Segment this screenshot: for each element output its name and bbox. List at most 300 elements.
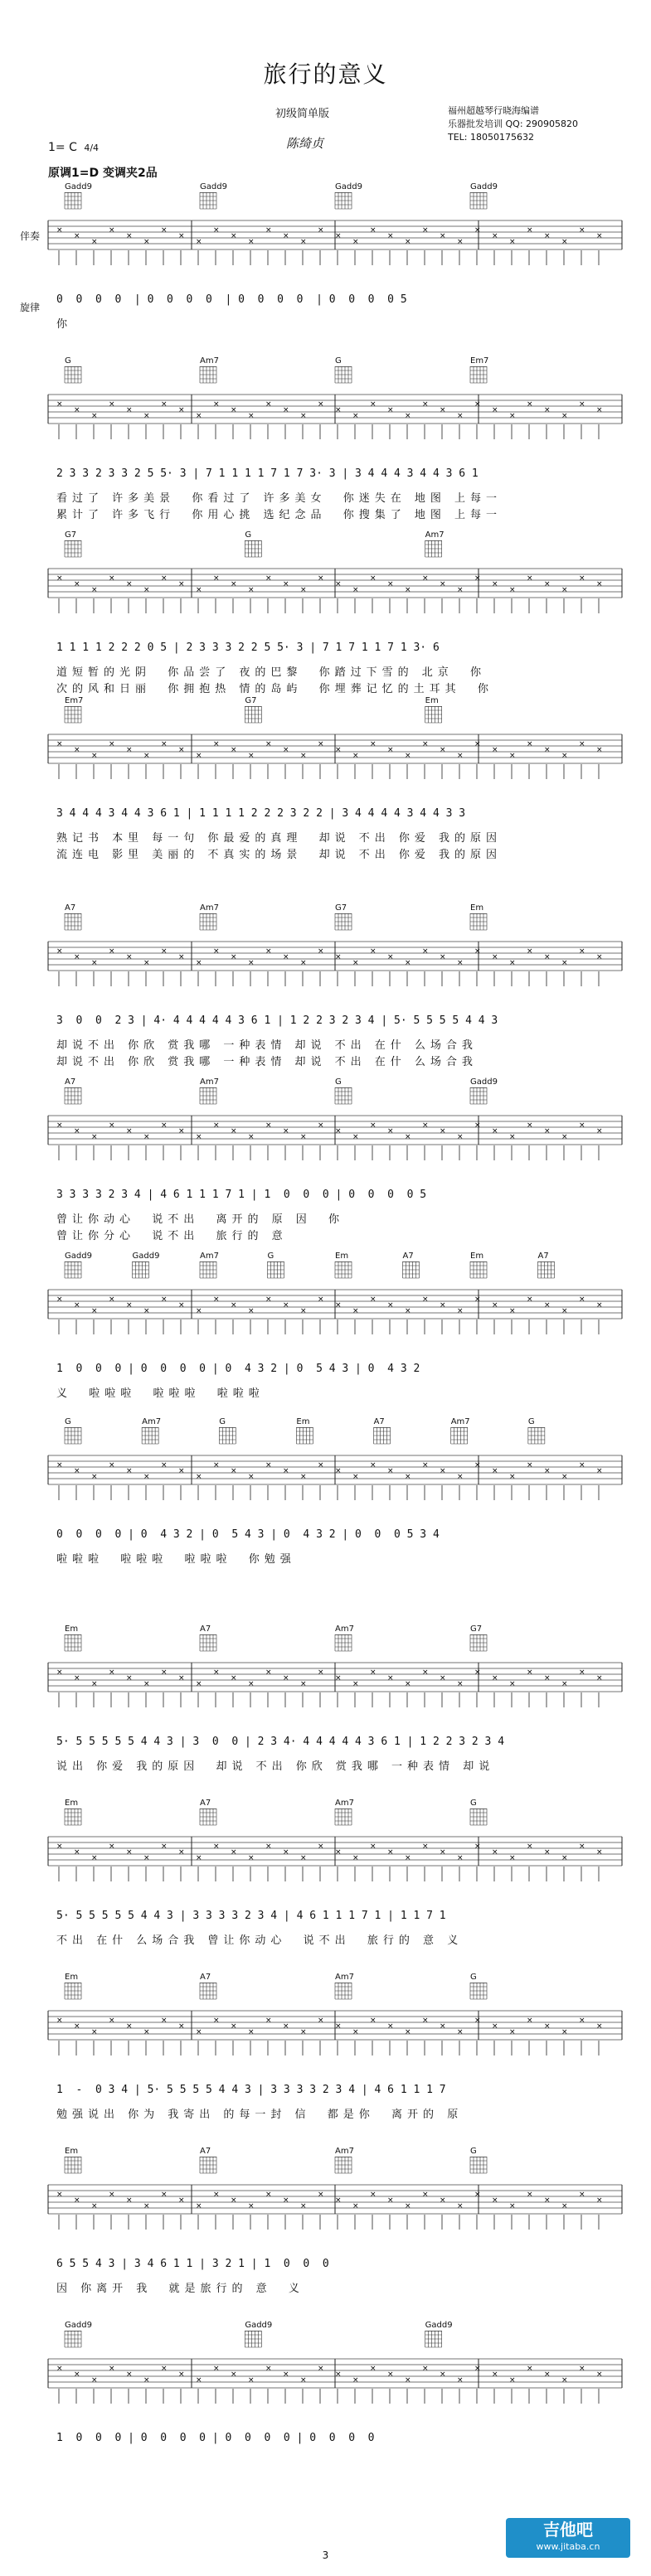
strum-mark: ×	[300, 586, 307, 594]
strum-mark: ×	[370, 2017, 377, 2025]
strum-mark: ×	[109, 947, 115, 956]
strum-mark: ×	[143, 586, 150, 594]
chord-diagram	[335, 1809, 352, 1825]
chord-name: Am7	[200, 903, 219, 913]
chord-diagram	[470, 1634, 487, 1651]
strum-mark: ×	[196, 586, 202, 594]
strum-mark: ×	[231, 953, 237, 961]
strum-mark: ×	[265, 947, 272, 956]
tab-staff	[0, 366, 651, 466]
strum-mark: ×	[161, 1295, 168, 1304]
strum-mark: ×	[387, 1467, 394, 1475]
strum-mark: ×	[544, 1301, 551, 1310]
chord-name: Am7	[425, 530, 445, 540]
strum-mark: ×	[74, 1467, 80, 1475]
strum-mark: ×	[300, 1680, 307, 1688]
strum-mark: ×	[544, 232, 551, 240]
strum-mark: ×	[492, 2022, 498, 2031]
strum-mark: ×	[231, 2370, 237, 2379]
strum-mark: ×	[283, 232, 289, 240]
strum-mark: ×	[231, 1301, 237, 1310]
strum-mark: ×	[387, 2370, 394, 2379]
strum-mark: ×	[405, 1473, 411, 1481]
strum-mark: ×	[422, 947, 429, 956]
strum-mark: ×	[109, 2191, 115, 2199]
tab-staff	[0, 1427, 651, 1527]
chord-diagram	[335, 913, 352, 930]
score-system	[0, 356, 651, 522]
strum-mark: ×	[109, 1295, 115, 1304]
strum-mark: ×	[231, 746, 237, 754]
strum-mark: ×	[178, 1301, 185, 1310]
strum-mark: ×	[509, 2028, 516, 2036]
strum-mark: ×	[579, 2191, 585, 2199]
score-system	[0, 1252, 651, 1417]
chord-name: A7	[65, 903, 76, 913]
lyrics-verse-2: 却说不出 你欣 赏我哪 一种表情 却说 不出 在什 么场合我	[56, 1056, 478, 1068]
strum-mark: ×	[561, 959, 568, 967]
score-system	[0, 1625, 651, 1790]
chord-diagram	[335, 1983, 352, 1999]
strum-mark: ×	[405, 586, 411, 594]
strum-mark: ×	[248, 1307, 255, 1315]
strum-mark: ×	[335, 953, 342, 961]
chord-diagram	[200, 192, 216, 209]
strum-mark: ×	[213, 740, 220, 748]
strum-mark: ×	[91, 586, 98, 594]
chord-diagram	[200, 1809, 216, 1825]
chord-diagram	[374, 1427, 391, 1444]
strum-mark: ×	[561, 1133, 568, 1141]
strum-mark: ×	[109, 1668, 115, 1677]
strum-mark: ×	[544, 2022, 551, 2031]
strum-mark: ×	[527, 2017, 533, 2025]
strum-mark: ×	[370, 2191, 377, 2199]
strum-mark: ×	[457, 1854, 464, 1862]
chord-name: Am7	[200, 356, 219, 366]
chord-diagram	[65, 1809, 81, 1825]
tab-staff	[0, 540, 651, 640]
strum-mark: ×	[474, 2017, 481, 2025]
lyrics-verse-1: 说出 你爱 我的原因 却说 不出 你欣 赏我哪 一种表情 却说	[56, 1760, 495, 1773]
strum-mark: ×	[126, 1127, 133, 1135]
strum-mark: ×	[561, 2028, 568, 2036]
strum-mark: ×	[143, 238, 150, 246]
chord-diagram	[451, 1427, 468, 1444]
strum-mark: ×	[318, 2365, 324, 2373]
strum-mark: ×	[178, 580, 185, 588]
chord-diagram	[133, 1261, 149, 1278]
strum-mark: ×	[283, 746, 289, 754]
tab-staff	[0, 2331, 651, 2430]
chord-diagram	[65, 1261, 81, 1278]
strum-mark: ×	[283, 953, 289, 961]
strum-mark: ×	[300, 959, 307, 967]
strum-mark: ×	[248, 2028, 255, 2036]
strum-mark: ×	[178, 953, 185, 961]
time-signature: 4/4	[84, 143, 100, 153]
lyrics-verse-2: 流连电 影里 美丽的 不真实的场景 却说 不出 你爱 我的原因	[56, 849, 503, 861]
chord-name: Gadd9	[335, 182, 362, 191]
chord-diagram	[65, 366, 81, 383]
chord-name: Em	[65, 1799, 79, 1808]
strum-mark: ×	[492, 1301, 498, 1310]
strum-mark: ×	[91, 412, 98, 420]
strum-mark: ×	[509, 752, 516, 760]
strum-mark: ×	[178, 746, 185, 754]
score-system	[0, 1973, 651, 2138]
strum-mark: ×	[492, 2370, 498, 2379]
chord-name: Em	[335, 1252, 349, 1261]
strum-mark: ×	[422, 1668, 429, 1677]
chord-name: Gadd9	[470, 1077, 498, 1087]
chord-diagram	[65, 2331, 81, 2347]
chord-diagram	[470, 366, 487, 383]
chord-name: Am7	[335, 2147, 354, 2156]
chord-diagram	[268, 1261, 284, 1278]
strum-mark: ×	[91, 1680, 98, 1688]
strum-mark: ×	[74, 1674, 80, 1683]
score-system	[0, 530, 651, 696]
strum-mark: ×	[387, 1674, 394, 1683]
strum-mark: ×	[352, 1680, 359, 1688]
strum-mark: ×	[440, 2370, 446, 2379]
strum-mark: ×	[596, 953, 603, 961]
strum-mark: ×	[56, 400, 63, 409]
strum-mark: ×	[509, 1133, 516, 1141]
strum-mark: ×	[283, 1674, 289, 1683]
strum-mark: ×	[440, 232, 446, 240]
lyrics-verse-1: 道短暂的光阴 你品尝了 夜的巴黎 你踏过下雪的 北京 你	[56, 666, 487, 679]
chord-diagram	[200, 913, 216, 930]
strum-mark: ×	[126, 406, 133, 414]
strum-mark: ×	[318, 1842, 324, 1851]
strum-mark: ×	[405, 2028, 411, 2036]
strum-mark: ×	[561, 1473, 568, 1481]
strum-mark: ×	[509, 1473, 516, 1481]
strum-mark: ×	[422, 2017, 429, 2025]
chord-name: Gadd9	[470, 182, 498, 191]
strum-mark: ×	[492, 1848, 498, 1857]
strum-mark: ×	[283, 1301, 289, 1310]
strum-mark: ×	[161, 740, 168, 748]
jianpu-notation: 2 3 3 2 3 3 2 5 5· 3 | 7 1 1 1 1 7 1 7 3· 3 | 3 4 4 4 3 4 4 3 6 1	[56, 467, 479, 480]
lyrics-verse-1: 不出 在什 么场合我 曾让你动心 说不出 旅行的 意 义	[56, 1934, 464, 1947]
chord-diagram	[335, 366, 352, 383]
jianpu-notation: 3 3 3 3 2 3 4 | 4 6 1 1 1 7 1 | 1 0 0 0 | 0 0 0 0 5	[56, 1189, 427, 1201]
chord-name: A7	[373, 1417, 385, 1426]
lyrics-verse-1: 义 啦啦啦 啦啦啦 啦啦啦	[56, 1387, 265, 1400]
strum-mark: ×	[300, 752, 307, 760]
strum-mark: ×	[596, 1127, 603, 1135]
strum-mark: ×	[265, 1842, 272, 1851]
strum-mark: ×	[231, 406, 237, 414]
strum-mark: ×	[440, 406, 446, 414]
strum-mark: ×	[370, 1842, 377, 1851]
strum-mark: ×	[579, 1295, 585, 1304]
chord-diagram	[335, 1634, 352, 1651]
strum-mark: ×	[283, 406, 289, 414]
strum-mark: ×	[318, 947, 324, 956]
chord-name: Am7	[335, 1625, 354, 1634]
jianpu-notation: 5· 5 5 5 5 5 4 4 3 | 3 3 3 3 2 3 4 | 4 6 1 1 1 7 1 | 1 1 7 1	[56, 1910, 446, 1922]
strum-mark: ×	[231, 1848, 237, 1857]
strum-mark: ×	[561, 586, 568, 594]
strum-mark: ×	[213, 2365, 220, 2373]
strum-mark: ×	[405, 1854, 411, 1862]
chord-diagram	[425, 2331, 442, 2347]
chord-name: G	[335, 356, 342, 366]
strum-mark: ×	[248, 2376, 255, 2385]
strum-mark: ×	[300, 2376, 307, 2385]
strum-mark: ×	[318, 226, 324, 235]
strum-mark: ×	[283, 1467, 289, 1475]
strum-mark: ×	[457, 412, 464, 420]
chord-diagram	[245, 706, 261, 723]
strum-mark: ×	[422, 1295, 429, 1304]
chord-diagram	[528, 1427, 545, 1444]
strum-mark: ×	[265, 1668, 272, 1677]
strum-mark: ×	[265, 226, 272, 235]
strum-mark: ×	[509, 238, 516, 246]
chord-diagram	[335, 1261, 352, 1278]
chord-name: Em	[470, 903, 484, 913]
strum-mark: ×	[91, 238, 98, 246]
strum-mark: ×	[440, 1467, 446, 1475]
strum-mark: ×	[440, 1848, 446, 1857]
strum-mark: ×	[265, 2365, 272, 2373]
strum-mark: ×	[474, 1668, 481, 1677]
strum-mark: ×	[231, 1127, 237, 1135]
strum-mark: ×	[440, 1301, 446, 1310]
strum-mark: ×	[109, 2017, 115, 2025]
strum-mark: ×	[596, 1467, 603, 1475]
strum-mark: ×	[474, 1842, 481, 1851]
strum-mark: ×	[213, 1121, 220, 1130]
strum-mark: ×	[544, 406, 551, 414]
strum-mark: ×	[178, 406, 185, 414]
strum-mark: ×	[143, 1307, 150, 1315]
strum-mark: ×	[143, 752, 150, 760]
strum-mark: ×	[596, 406, 603, 414]
chord-diagram	[65, 913, 81, 930]
site-watermark	[506, 2518, 630, 2558]
strum-mark: ×	[387, 746, 394, 754]
strum-mark: ×	[265, 740, 272, 748]
strum-mark: ×	[492, 232, 498, 240]
strum-mark: ×	[492, 953, 498, 961]
chord-diagram	[470, 1983, 487, 1999]
strum-mark: ×	[300, 2202, 307, 2210]
strum-mark: ×	[509, 959, 516, 967]
strum-mark: ×	[596, 580, 603, 588]
strum-mark: ×	[265, 400, 272, 409]
credit-line: 福州超越琴行晓海编谱	[448, 105, 539, 116]
jianpu-notation: 1 1 1 1 2 2 2 0 5 | 2 3 3 3 2 2 5 5· 3 | 7 1 7 1 1 7 1 3· 6	[56, 642, 440, 654]
strum-mark: ×	[213, 1668, 220, 1677]
strum-mark: ×	[126, 232, 133, 240]
strum-mark: ×	[91, 1473, 98, 1481]
strum-mark: ×	[352, 412, 359, 420]
strum-mark: ×	[213, 1842, 220, 1851]
strum-mark: ×	[352, 1473, 359, 1481]
strum-mark: ×	[318, 1461, 324, 1470]
strum-mark: ×	[161, 947, 168, 956]
strum-mark: ×	[318, 1121, 324, 1130]
strum-mark: ×	[265, 1461, 272, 1470]
strum-mark: ×	[370, 226, 377, 235]
strum-mark: ×	[370, 2365, 377, 2373]
strum-mark: ×	[457, 1133, 464, 1141]
strum-mark: ×	[335, 1127, 342, 1135]
strum-mark: ×	[579, 2017, 585, 2025]
strum-mark: ×	[248, 1680, 255, 1688]
strum-mark: ×	[213, 226, 220, 235]
strum-mark: ×	[300, 1854, 307, 1862]
jianpu-notation: 0 0 0 0 | 0 0 0 0 | 0 0 0 0 | 0 0 0 0 5	[56, 293, 407, 306]
chord-name: G7	[335, 903, 347, 913]
strum-mark: ×	[265, 2191, 272, 2199]
strum-mark: ×	[213, 574, 220, 583]
chord-name: Em	[470, 1252, 484, 1261]
original-key-capo: 原调1=D 变调夹2品	[48, 167, 158, 180]
strum-mark: ×	[143, 412, 150, 420]
chord-diagram	[65, 1983, 81, 1999]
tab-staff	[0, 1809, 651, 1908]
chord-diagram	[425, 540, 442, 557]
score-system	[0, 2147, 651, 2312]
strum-mark: ×	[74, 1127, 80, 1135]
strum-mark: ×	[561, 752, 568, 760]
chord-name: Gadd9	[65, 182, 92, 191]
strum-mark: ×	[579, 1842, 585, 1851]
chord-name: A7	[402, 1252, 414, 1261]
chord-diagram	[296, 1427, 313, 1444]
strum-mark: ×	[335, 2196, 342, 2205]
strum-mark: ×	[178, 1467, 185, 1475]
strum-mark: ×	[265, 1121, 272, 1130]
strum-mark: ×	[213, 1295, 220, 1304]
chord-name: Gadd9	[65, 2321, 92, 2330]
strum-mark: ×	[74, 1301, 80, 1310]
strum-mark: ×	[474, 2365, 481, 2373]
strum-mark: ×	[196, 2202, 202, 2210]
strum-mark: ×	[56, 1121, 63, 1130]
strum-mark: ×	[596, 1674, 603, 1683]
chord-name: G	[219, 1417, 226, 1426]
strum-mark: ×	[596, 2022, 603, 2031]
strum-mark: ×	[318, 2191, 324, 2199]
strum-mark: ×	[405, 752, 411, 760]
strum-mark: ×	[405, 959, 411, 967]
strum-mark: ×	[248, 1133, 255, 1141]
chord-name: A7	[200, 1973, 211, 1982]
strum-mark: ×	[318, 740, 324, 748]
lyrics-verse-1: 却说不出 你欣 赏我哪 一种表情 却说 不出 在什 么场合我	[56, 1039, 478, 1052]
strum-mark: ×	[457, 752, 464, 760]
strum-mark: ×	[579, 574, 585, 583]
strum-mark: ×	[91, 752, 98, 760]
jianpu-notation: 0 0 0 0 | 0 4 3 2 | 0 5 4 3 | 0 4 3 2 | 0 0 0 5 3 4	[56, 1528, 440, 1541]
strum-mark: ×	[109, 740, 115, 748]
strum-mark: ×	[196, 238, 202, 246]
strum-mark: ×	[387, 2022, 394, 2031]
strum-mark: ×	[370, 947, 377, 956]
strum-mark: ×	[283, 2370, 289, 2379]
strum-mark: ×	[440, 2022, 446, 2031]
strum-mark: ×	[422, 2191, 429, 2199]
strum-mark: ×	[126, 2022, 133, 2031]
chord-diagram	[335, 2157, 352, 2173]
strum-mark: ×	[283, 2022, 289, 2031]
chord-diagram	[245, 540, 261, 557]
strum-mark: ×	[474, 2191, 481, 2199]
strum-mark: ×	[352, 238, 359, 246]
strum-mark: ×	[370, 1121, 377, 1130]
tab-staff	[0, 1983, 651, 2082]
tab-staff	[0, 192, 651, 292]
strum-mark: ×	[231, 232, 237, 240]
strum-mark: ×	[474, 740, 481, 748]
strum-mark: ×	[56, 947, 63, 956]
chord-name: G	[65, 1417, 71, 1426]
chord-diagram	[65, 192, 81, 209]
strum-mark: ×	[143, 1133, 150, 1141]
strum-mark: ×	[300, 238, 307, 246]
strum-mark: ×	[213, 2191, 220, 2199]
strum-mark: ×	[196, 1680, 202, 1688]
strum-mark: ×	[544, 746, 551, 754]
strum-mark: ×	[457, 2028, 464, 2036]
tab-staff	[0, 706, 651, 806]
strum-mark: ×	[527, 2365, 533, 2373]
strum-mark: ×	[509, 412, 516, 420]
chord-name: Gadd9	[132, 1252, 160, 1261]
strum-mark: ×	[74, 746, 80, 754]
strum-mark: ×	[74, 2196, 80, 2205]
chord-diagram	[200, 2157, 216, 2173]
score-system	[0, 696, 651, 862]
strum-mark: ×	[283, 1848, 289, 1857]
strum-mark: ×	[422, 400, 429, 409]
song-title: 旅行的意义	[263, 61, 388, 88]
strum-mark: ×	[422, 574, 429, 583]
strum-mark: ×	[231, 2022, 237, 2031]
strum-mark: ×	[143, 2028, 150, 2036]
chord-diagram	[65, 540, 81, 557]
strum-mark: ×	[109, 400, 115, 409]
strum-mark: ×	[56, 226, 63, 235]
chord-name: A7	[537, 1252, 549, 1261]
chord-diagram	[200, 366, 216, 383]
strum-mark: ×	[91, 2202, 98, 2210]
strum-mark: ×	[300, 412, 307, 420]
strum-mark: ×	[91, 1133, 98, 1141]
strum-mark: ×	[474, 947, 481, 956]
strum-mark: ×	[440, 746, 446, 754]
edition-label: 初级简单版	[275, 108, 330, 120]
strum-mark: ×	[474, 1461, 481, 1470]
jianpu-notation: 1 0 0 0 | 0 0 0 0 | 0 4 3 2 | 0 5 4 3 | 0 4 3 2	[56, 1363, 420, 1375]
strum-mark: ×	[74, 953, 80, 961]
strum-mark: ×	[335, 746, 342, 754]
strum-mark: ×	[596, 1301, 603, 1310]
strum-mark: ×	[457, 2202, 464, 2210]
chord-diagram	[65, 1427, 81, 1444]
strum-mark: ×	[579, 947, 585, 956]
strum-mark: ×	[492, 580, 498, 588]
strum-mark: ×	[109, 1842, 115, 1851]
